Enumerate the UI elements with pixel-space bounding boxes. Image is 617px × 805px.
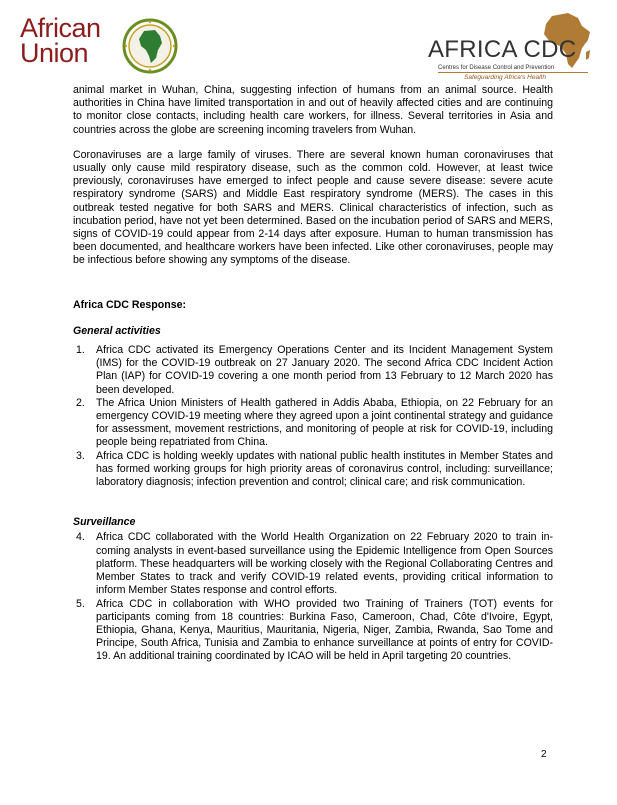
page-number: 2 xyxy=(541,749,547,760)
africa-cdc-subtitle: Centres for Disease Control and Prevention xyxy=(438,65,555,71)
list-item xyxy=(73,450,553,490)
list-item-text: Africa CDC activated its Emergency Operations Center and its Incident Management System (IMS) for the COVID-19 outbreak on 27 January 2020. The second Africa CDC Incident Action Plan (IAP) for COVID-19 covering a one month period from 13 February to 12 March 2020 has been developed. xyxy=(96,344,553,396)
list-item-number: 5. xyxy=(76,597,85,610)
list-item-text: Africa CDC collaborated with the World Health Organization on 22 February 2020 to train in-coming analysts in event-based surveillance using the Epidemic Intelligence from Open Sources platform. These headquarters will be working closely with the Regional Collaborating Centres and Member States to track and verify COVID-19 related events, providing critical information to inform Member States response and control efforts. xyxy=(96,531,553,597)
list-item xyxy=(73,397,553,450)
document-body xyxy=(73,84,553,664)
surveillance-list xyxy=(73,531,553,663)
au-logo-line1: African xyxy=(20,13,101,43)
africa-cdc-divider xyxy=(438,72,588,73)
list-item xyxy=(73,531,553,597)
list-item-number: 2. xyxy=(76,396,85,409)
african-union-wordmark xyxy=(20,13,101,68)
list-item-number: 4. xyxy=(76,531,85,544)
african-union-logo xyxy=(20,13,180,78)
section-heading-response: Africa CDC Response: xyxy=(73,298,187,311)
subheading-general-activities: General activities xyxy=(73,324,161,337)
general-activities-list xyxy=(73,344,553,489)
africa-cdc-title: AFRICA CDC xyxy=(428,36,577,63)
subheading-surveillance: Surveillance xyxy=(73,516,136,529)
au-emblem-icon xyxy=(122,18,178,74)
list-item-text: Africa CDC is holding weekly updates with national public health institutes in Member States and has formed working groups for high priority areas of coronavirus control, including: surveillance; laboratory diagnosis; infection prevention and control; clinical care; and risk communication. xyxy=(96,449,553,489)
list-item-text: Africa CDC in collaboration with WHO provided two Training of Trainers (TOT) events for participants coming from 18 countries: Burkina Faso, Cameroon, Chad, Côte d'Ivoire, Egypt, Ethiopia, Ghana, Kenya, Mauritius, Mauritania, Nigeria, Niger, Zambia, Rwanda, Sao Tome and Principe, South Africa, Tunisia and Zambia to enhance surveillance at points of entry for COVID-19. An additional training coordinated by ICAO will be held in April targeting 20 countries. xyxy=(96,597,553,663)
paragraph-coronavirus-background: Coronaviruses are a large family of viruses. There are several known human coronaviruses that usually only cause mild respiratory disease, such as the common cold. However, at least twice previously, coronaviruses have emerged to infect people and cause severe disease: severe acute respiratory syndrome (SARS) and Middle East respiratory syndrome (MERS). The cases in this outbreak tested negative for both SARS and MERS. Clinical characteristics of infection, such as incubation period, have not yet been determined. Based on the incubation period of SARS and MERS, signs of COVID-19 could appear from 2-14 days after exposure. Human to human transmission has been documented, and healthcare workers have been infected. Like other coronaviruses, people may be infectious before showing any symptoms of the disease. xyxy=(73,148,553,267)
list-item xyxy=(73,344,553,397)
africa-cdc-tagline: Safeguarding Africa's Health xyxy=(464,74,546,81)
africa-cdc-logo xyxy=(428,10,598,82)
paragraph-outbreak-context: animal market in Wuhan, China, suggesting infection of humans from an animal source. Health authorities in China have limited transportation in and out of heavily affected cities and are continuing to monitor close contacts, including health care workers, for illness. Several territories in Asia and countries across the globe are screening incoming travelers from Wuhan. xyxy=(73,84,553,136)
list-item-text: The Africa Union Ministers of Health gathered in Addis Ababa, Ethiopia, on 22 February for an emergency COVID-19 meeting where they agreed upon a joint continental strategy and guidance for assessment, movement restrictions, and monitoring of people at risk for COVID-19, including people being repatriated from China. xyxy=(96,396,553,449)
au-logo-line2: Union xyxy=(20,38,89,68)
list-item xyxy=(73,598,553,664)
list-item-number: 3. xyxy=(76,449,85,462)
list-item-number: 1. xyxy=(76,344,85,357)
